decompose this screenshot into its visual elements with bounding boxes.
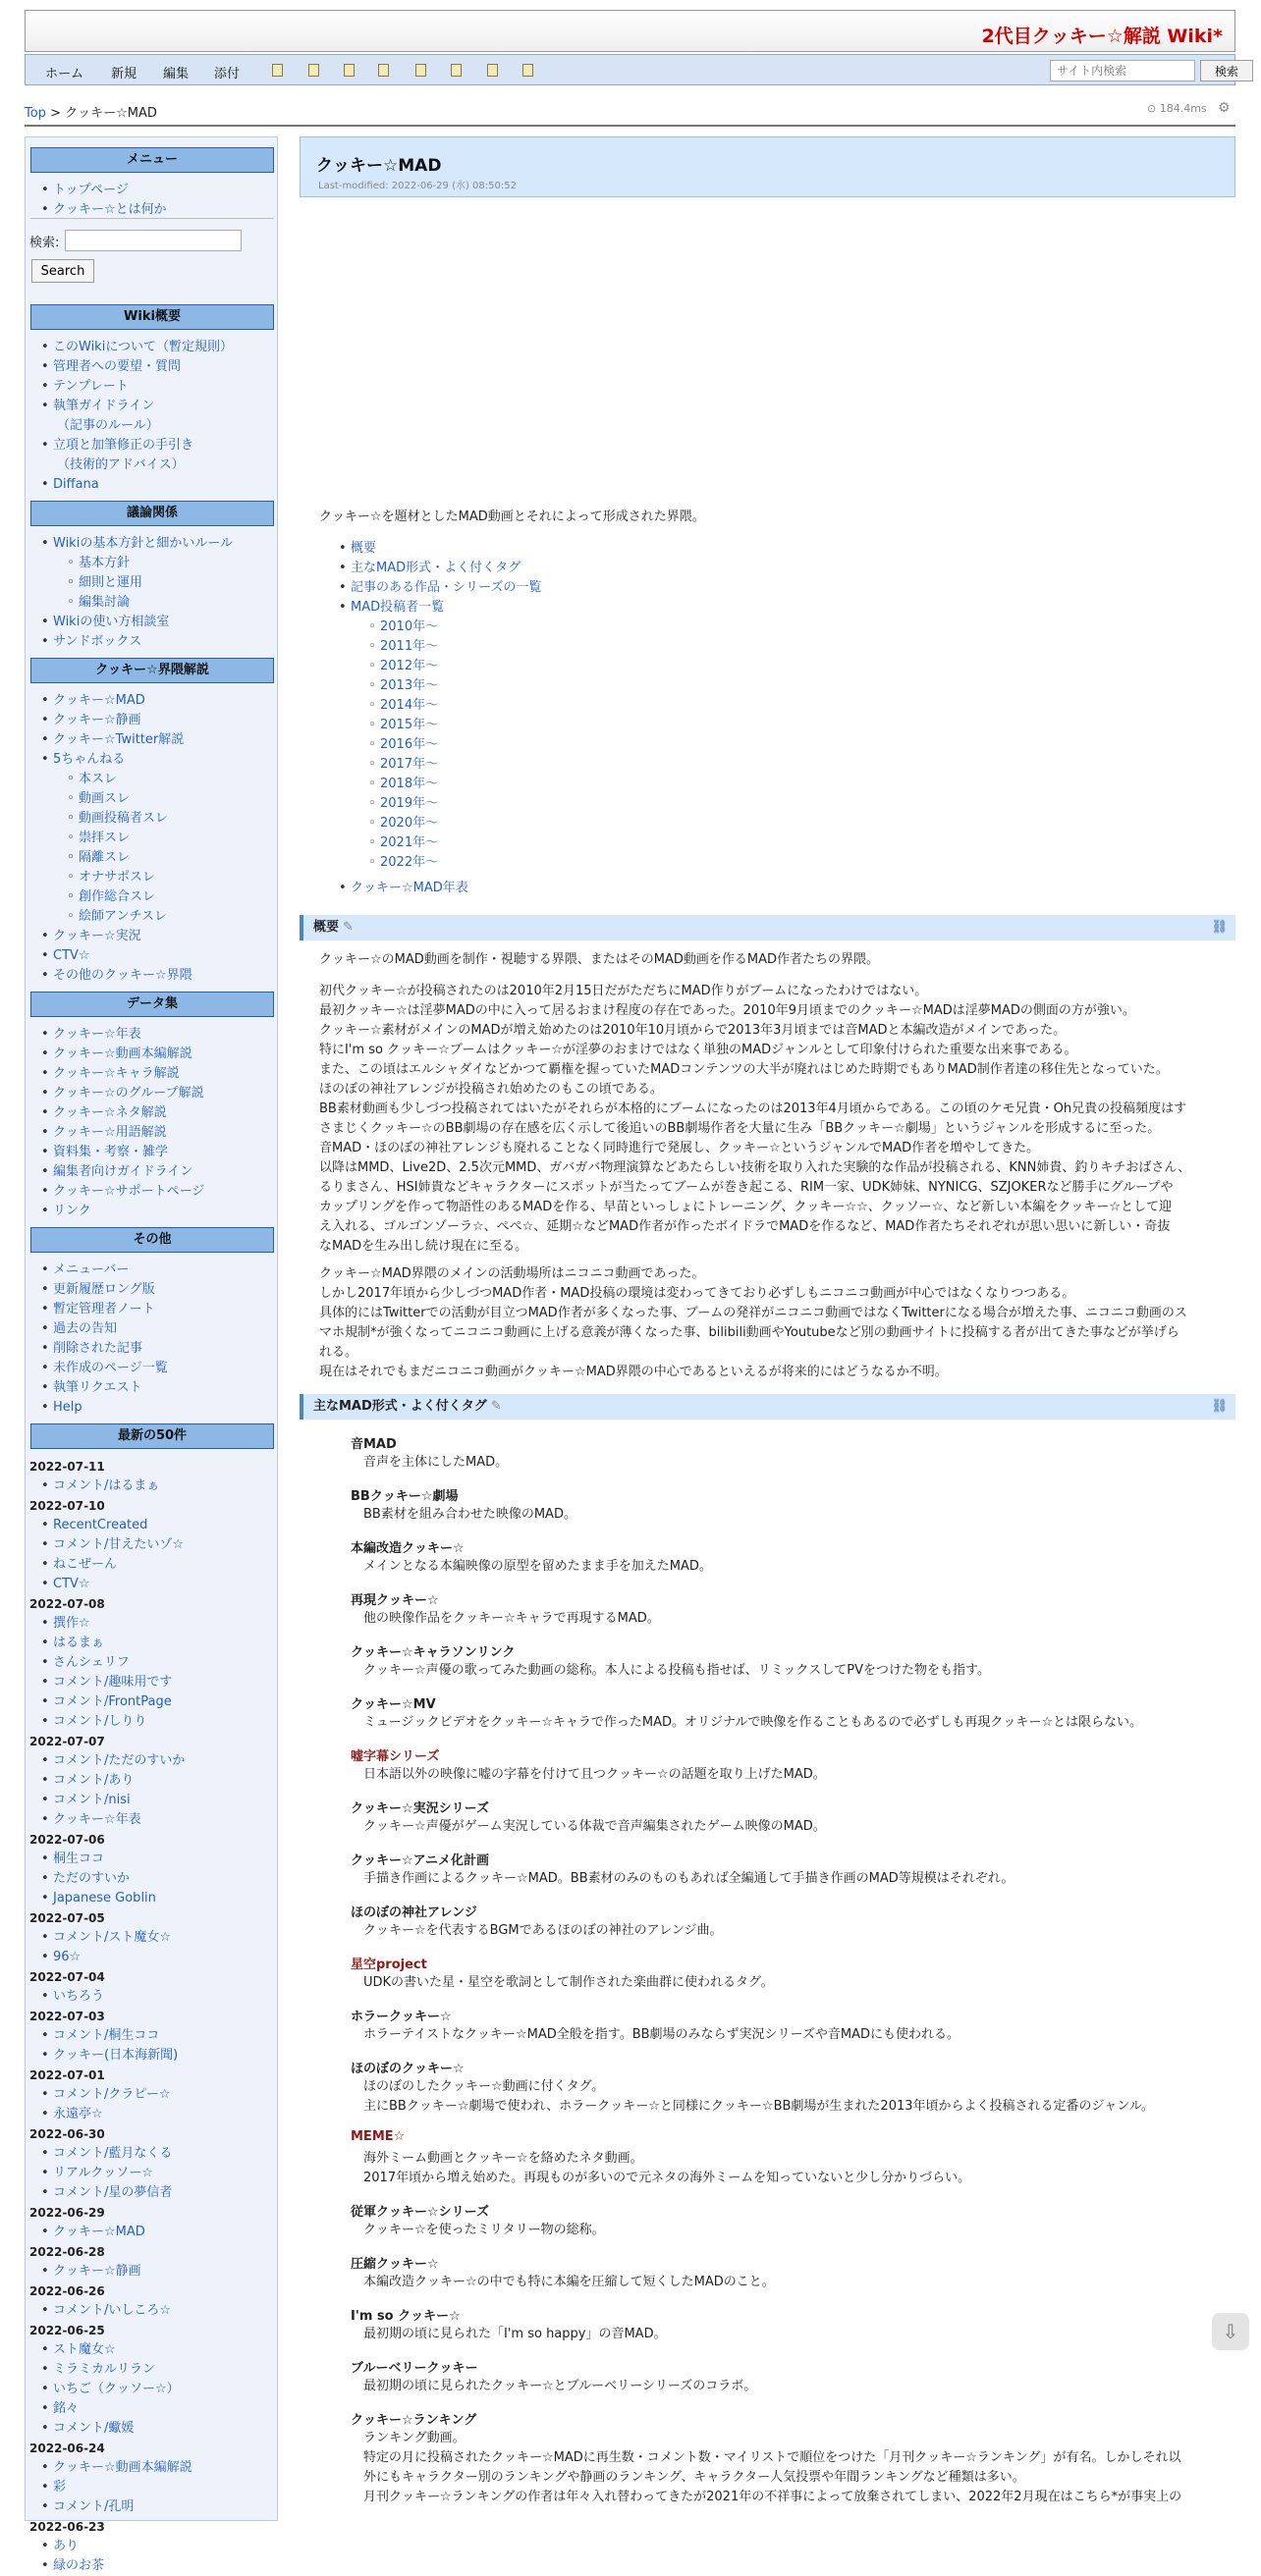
paragraph-line: クッキー☆MAD界隈のメインの活動場所はニコニコ動画であった。	[319, 1266, 705, 1281]
sidebar-search-label: 検索:	[29, 236, 60, 250]
recent-item[interactable]: • コメント/nisi	[53, 1791, 131, 1810]
navigation-bar	[25, 54, 1238, 85]
sidebar-other-item-2[interactable]: • 暫定管理者ノート	[53, 1300, 155, 1319]
save-icon[interactable]	[378, 64, 389, 77]
term-definition: UDKの書いた星・星空を歌詞として制作された楽曲群に使われるタグ。	[363, 1975, 774, 1990]
recent-date: 2022-06-30	[29, 2127, 105, 2141]
recent-item[interactable]: • 撰作☆	[53, 1614, 90, 1634]
sidebar-data-item-5[interactable]: • クッキー☆用語解説	[53, 1123, 167, 1143]
recent-item[interactable]: • クッキー☆年表	[53, 1810, 141, 1830]
sidebar-data-item-8[interactable]: • クッキー☆サポートページ	[53, 1182, 204, 1202]
term-definition: 主にBBクッキー☆劇場で使われ、ホラークッキー☆と同様にクッキー☆BB劇場が生まれた2013年頃からよく投稿される定番のジャンル。	[363, 2099, 1154, 2114]
discussion-header: 議論関係	[30, 501, 274, 526]
recent-date: 2022-07-03	[29, 2010, 105, 2023]
term-definition: クッキー☆声優の歌ってみた動画の総称。本人による投稿も指せば、リミックスしてPVをつけた物をも指す。	[363, 1663, 990, 1678]
toc-item[interactable]: • 概要	[351, 539, 376, 559]
history-icon[interactable]	[487, 64, 498, 77]
recent-date: 2022-07-01	[29, 2068, 105, 2082]
term-definition: ホラーテイストなクッキー☆MAD全般を指す。BB劇場のみならず実況シリーズや音MADにも使われる。	[363, 2027, 960, 2042]
recent-item[interactable]: • コメント/はるまぁ	[53, 1476, 159, 1496]
sidebar-kaisetsu-item-14[interactable]: • その他のクッキー☆界隈	[53, 966, 192, 986]
recent-item[interactable]: • 緑のお茶	[53, 2556, 104, 2576]
term-definition: 日本語以外の映像に嘘の字幕を付けて且つクッキー☆の話題を取り上げたMAD。	[363, 1767, 826, 1782]
term-definition: 音声を主体にしたMAD。	[363, 1455, 509, 1470]
recent-item[interactable]: • いちろう	[53, 1987, 104, 2007]
recent-item[interactable]: • あり	[53, 2537, 79, 2556]
breadcrumb-top[interactable]: Top	[25, 106, 46, 121]
toc-year-item[interactable]: ◦ 2011年～	[380, 637, 438, 657]
menu-header: メニュー	[30, 147, 274, 173]
recent-item[interactable]: • コメント/孔明	[53, 2497, 134, 2517]
other-header: その他	[30, 1227, 274, 1253]
nav-home[interactable]: ホーム	[45, 67, 84, 81]
sidebar-wiki-item-0[interactable]: • このWikiについて（暫定規則）	[53, 338, 233, 357]
recent-date: 2022-07-07	[29, 1735, 105, 1748]
term-title[interactable]: クッキー☆実況シリーズ	[351, 1801, 490, 1816]
recent-item[interactable]: • コメント/あり	[53, 1771, 134, 1791]
sidebar-kaisetsu-item-9[interactable]: ◦ オナサポスレ	[79, 868, 155, 887]
recent-item[interactable]: • いちご（クッソー☆）	[53, 2380, 180, 2399]
recent-date: 2022-06-29	[29, 2206, 105, 2220]
recent-item[interactable]: • Japanese Goblin	[53, 1889, 156, 1908]
term-title[interactable]: 星空project	[351, 1958, 427, 1972]
recent-date: 2022-07-08	[29, 1597, 105, 1611]
sidebar-kaisetsu-item-12[interactable]: • クッキー☆実況	[53, 927, 141, 946]
edit-pencil-icon[interactable]: ✎	[339, 920, 355, 935]
sidebar-wiki-item-5[interactable]: • 立項と加筆修正の手引き	[53, 436, 193, 456]
paragraph-line: 以降はMMD、Live2D、2.5次元MMD、ガバガバ物理演算などあたらしい技術を取り入れた実験的な作品が投稿される、KNN姉貴、釣りキチおばさん、	[319, 1160, 1191, 1175]
paragraph-line: 特にI'm so クッキー☆ブームはクッキー☆が淫夢のおまけではなく単独のMADジャンルとして印象付けられた重要な出来事である。	[319, 1043, 1077, 1057]
recent-item[interactable]: • コメント/趣味用です	[53, 1673, 172, 1692]
sidebar-data-item-9[interactable]: • リンク	[53, 1202, 91, 1221]
sidebar-other-item-4[interactable]: • 削除された記事	[53, 1339, 142, 1359]
toc-year-item[interactable]: ◦ 2022年～	[380, 853, 438, 873]
recent-item[interactable]: • コメント/いしころ☆	[53, 2301, 171, 2321]
term-title[interactable]: クッキー☆MV	[351, 1697, 436, 1712]
term-definition: クッキー☆声優がゲーム実況している体裁で音声編集されたゲーム映像のMAD。	[363, 1819, 826, 1834]
sidebar-data-item-3[interactable]: • クッキー☆のグループ解説	[53, 1084, 204, 1103]
recent-date: 2022-06-24	[29, 2442, 105, 2455]
site-header	[25, 10, 1235, 52]
toc-item[interactable]: • 記事のある作品・シリーズの一覧	[351, 578, 541, 598]
data-header: データ集	[30, 992, 274, 1017]
section-overview	[300, 915, 1235, 940]
sidebar-search-input[interactable]	[65, 230, 242, 251]
paragraph-line: クッキー☆のMAD動画を制作・視聴する界隈、またはそのMAD動画を作るMAD作者たちの界隈。	[319, 952, 880, 967]
toc-year-item[interactable]: ◦ 2020年～	[380, 814, 438, 833]
recent-item[interactable]: • コメント/星の夢信者	[53, 2183, 172, 2203]
recent-item[interactable]: • 桐生ココ	[53, 1850, 104, 1869]
toc-year-item[interactable]: ◦ 2010年～	[380, 617, 438, 637]
recent-item[interactable]: • コメント/甘えたいゾ☆	[53, 1535, 184, 1555]
term-definition: 特定の月に投稿されたクッキー☆MADに再生数・コメント数・マイリストで順位をつけた「月刊クッキー☆ランキング」が有名。しかしそれ以	[363, 2450, 1181, 2465]
recent-date: 2022-07-11	[29, 1460, 105, 1474]
term-definition: 最初期の頃に見られたクッキー☆とブルーベリーシリーズのコラボ。	[363, 2379, 757, 2393]
sidebar-kaisetsu-item-11[interactable]: ◦ 絵師アンチスレ	[79, 907, 167, 927]
term-title[interactable]: ホラークッキー☆	[351, 2010, 452, 2024]
recent-item[interactable]: • はるまぁ	[53, 1634, 104, 1653]
recent-item[interactable]: • 銘々	[53, 2399, 79, 2419]
sidebar-kaisetsu-item-4[interactable]: ◦ 本スレ	[79, 770, 117, 789]
recent-item[interactable]: • 彩	[53, 2478, 66, 2497]
term-definition: ほのぼのしたクッキー☆動画に付くタグ。	[363, 2079, 605, 2094]
sidebar	[25, 136, 278, 2573]
sidebar-other-item-1[interactable]: • 更新履歴ロング版	[53, 1280, 155, 1300]
term-definition: 最初期の頃に見られた「I'm so happy」の音MAD。	[363, 2327, 667, 2341]
sidebar-discuss-item-0[interactable]: • Wikiの基本方針と細かいルール	[53, 534, 233, 554]
edit-icon[interactable]	[272, 64, 283, 77]
paragraph-line: ほのぼの神社アレンジが投稿され始めたのもこの頃である。	[319, 1082, 663, 1097]
sidebar-discuss-item-4[interactable]: • Wikiの使い方相談室	[53, 613, 169, 632]
sidebar-kaisetsu-item-1[interactable]: • クッキー☆静画	[53, 711, 141, 730]
paragraph-line: 音MAD・ほのぼの神社アレンジも廃れることなく同時進行で発展し、クッキー☆というジャンルでMAD作者を増やしてきた。	[319, 1141, 1040, 1155]
site-title[interactable]: 2代目クッキー☆解説 Wiki*	[981, 26, 1223, 47]
term-definition: 月刊クッキー☆ランキングの作者は年々入れ替わってきたが2021年の不祥事によって放棄されてしまい、2022年2月現在はこちら*が事実上の	[363, 2490, 1182, 2504]
term-definition: メインとなる本編映像の原型を留めたまま手を加えたMAD。	[363, 1559, 712, 1574]
recent-item[interactable]: • ただのすいか	[53, 1869, 130, 1889]
sidebar-kaisetsu-item-10[interactable]: ◦ 創作総合スレ	[79, 887, 155, 907]
paragraph-line: なMADを生み出し続け現在に至る。	[319, 1239, 528, 1254]
term-definition: クッキー☆を使ったミリタリー物の総称。	[363, 2223, 605, 2237]
sidebar-wiki-item-4: （記事のルール）	[57, 418, 159, 433]
sidebar-data-item-7[interactable]: • 編集者向けガイドライン	[53, 1162, 192, 1182]
sidebar-kaisetsu-item-13[interactable]: • CTV☆	[53, 946, 90, 966]
term-title[interactable]: クッキー☆キャラソンリンク	[351, 1645, 516, 1660]
recent-item[interactable]: • コメント/FrontPage	[53, 1692, 172, 1712]
site-search-button[interactable]: 検索	[1200, 60, 1253, 81]
sidebar-other-item-3[interactable]: • 過去の告知	[53, 1319, 117, 1339]
term-definition: クッキー☆を代表するBGMであるほのぼの神社のアレンジ曲。	[363, 1923, 723, 1938]
page-title-box	[300, 136, 1235, 197]
sidebar-other-item-0[interactable]: • メニューバー	[53, 1261, 129, 1280]
term-definition: 海外ミーム動画とクッキー☆を絡めたネタ動画。	[363, 2151, 643, 2166]
gear-icon[interactable]: ⚙	[1218, 100, 1231, 116]
sidebar-data-item-2[interactable]: • クッキー☆キャラ解説	[53, 1064, 180, 1084]
recent-date: 2022-06-23	[29, 2520, 105, 2534]
paragraph-line: クッキー☆素材がメインのMADが増え始めたのは2010年10月頃からで2013年3月頃までは音MADと本編改造がメインであった。	[319, 1023, 1067, 1038]
recent-item[interactable]: • CTV☆	[53, 1575, 90, 1594]
sidebar-other-item-6[interactable]: • 執筆リクエスト	[53, 1378, 141, 1398]
term-title[interactable]: ほのぼのクッキー☆	[351, 2062, 465, 2076]
paragraph-line: マホ規制*が強くなってニコニコ動画に上げる意義が薄くなった事、bilibili動画やYoutubeなど別の動画サイトに投稿する者が出てきた事などが挙げら	[319, 1325, 1179, 1340]
recent-item[interactable]: • コメント/スト魔女☆	[53, 1928, 171, 1948]
paragraph-line: 初代クッキー☆が投稿されたのは2010年2月15日だがただちにMAD作りがブームになったわけではない。	[319, 984, 928, 998]
anchor-link-icon[interactable]: ⛓	[1211, 1399, 1228, 1414]
divider	[25, 125, 1235, 127]
recent-item[interactable]: • コメント/藍月なくる	[53, 2144, 172, 2164]
term-definition: 外にもキャラクター別のランキングや静画のランキング、キャラクター人気投票や年間ランキングなど種類は多い。	[363, 2470, 1025, 2485]
sidebar-discuss-item-1[interactable]: ◦ 基本方針	[79, 554, 130, 573]
sidebar-divider	[30, 218, 274, 219]
sidebar-wiki-item-7[interactable]: • Diffana	[53, 475, 99, 495]
sidebar-other-item-5[interactable]: • 未作成のページ一覧	[53, 1359, 168, 1378]
section-mad-forms	[300, 1394, 1235, 1420]
paragraph-line: 具体的にはTwitterでの活動が目立つMAD作者が多くなった事、ブームの発祥がニコニコ動画ではなくTwitterになる場合が増えた事、ニコニコ動画のス	[319, 1306, 1187, 1320]
term-title[interactable]: I'm so クッキー☆	[351, 2309, 461, 2324]
breadcrumb-current: クッキー☆MAD	[65, 106, 157, 121]
term-title[interactable]: BBクッキー☆劇場	[351, 1489, 459, 1504]
sidebar-data-item-6[interactable]: • 資料集・考察・雑学	[53, 1143, 168, 1162]
toc-year-item[interactable]: ◦ 2014年～	[380, 696, 438, 716]
sidebar-menu-item-1[interactable]: • クッキー☆とは何か	[53, 200, 167, 220]
term-definition: 2017年頃から増え始めた。再現ものが多いので元ネタの海外ミームを知っていないと少し分かりづらい。	[363, 2171, 971, 2185]
term-title[interactable]: クッキー☆アニメ化計画	[351, 1853, 490, 1868]
anchor-link-icon[interactable]: ⛓	[1211, 920, 1228, 935]
toc-year-item[interactable]: ◦ 2019年～	[380, 794, 438, 814]
recent-item[interactable]: • 永遠亭☆	[53, 2105, 103, 2124]
sidebar-wiki-item-2[interactable]: • テンプレート	[53, 377, 129, 397]
term-title[interactable]: 嘘字幕シリーズ	[351, 1749, 440, 1764]
sidebar-kaisetsu-item-5[interactable]: ◦ 動画スレ	[79, 789, 130, 809]
term-definition: 手描き作画によるクッキー☆MAD。BB素材のみのものもあれば全編通して手描き作画のMAD等規模はそれぞれ。	[363, 1871, 1014, 1886]
section-mad-forms-title: 主なMAD形式・よく付くタグ	[313, 1399, 487, 1414]
sidebar-wiki-item-6: （技術的アドバイス）	[57, 457, 185, 472]
toc-item[interactable]: • MAD投稿者一覧	[351, 598, 444, 617]
recent-header: 最新の50件	[30, 1423, 274, 1449]
sidebar-discuss-item-2[interactable]: ◦ 細則と運用	[79, 573, 142, 593]
nav-edit[interactable]: 編集	[163, 67, 190, 81]
toc-year-item[interactable]: ◦ 2015年～	[380, 716, 438, 735]
term-title[interactable]: ブルーベリークッキー	[351, 2361, 478, 2376]
toc-year-item[interactable]: ◦ 2016年～	[380, 735, 438, 755]
recent-item[interactable]: • さんシェリフ	[53, 1653, 130, 1673]
breadcrumb: Top > クッキー☆MAD	[25, 106, 157, 121]
recent-item[interactable]: • 96☆	[53, 1948, 81, 1967]
recent-item[interactable]: • コメント/しりり	[53, 1712, 146, 1732]
recent-item[interactable]: • コメント/蠍媛	[53, 2419, 134, 2439]
scroll-down-button[interactable]: ⇩	[1212, 2313, 1249, 2350]
sidebar-kaisetsu-item-6[interactable]: ◦ 動画投稿者スレ	[79, 809, 168, 829]
toc-year-item[interactable]: ◦ 2012年～	[380, 657, 438, 676]
recent-item[interactable]: • リアルクッソー☆	[53, 2164, 153, 2183]
recent-date: 2022-06-26	[29, 2284, 105, 2298]
copy-icon[interactable]	[308, 64, 319, 77]
recent-item[interactable]: • クッキー☆MAD	[53, 2223, 145, 2242]
term-title[interactable]: 本編改造クッキー☆	[351, 1541, 465, 1556]
recent-date: 2022-06-28	[29, 2245, 105, 2259]
last-modified: Last-modified: 2022-06-29 (水) 08:50:52	[318, 181, 517, 191]
info-icon: ⊙	[1147, 102, 1160, 115]
term-definition: BB素材を組み合わせた映像のMAD。	[363, 1507, 576, 1522]
recent-item[interactable]: • RecentCreated	[53, 1516, 147, 1535]
sidebar-wiki-item-3[interactable]: • 執筆ガイドライン	[53, 397, 154, 416]
toc-year-item[interactable]: ◦ 2018年～	[380, 775, 438, 794]
recent-item[interactable]: • コメント/クラピー☆	[53, 2085, 171, 2105]
paragraph-line: れる。	[319, 1345, 358, 1360]
recent-date: 2022-07-06	[29, 1833, 105, 1847]
wiki-overview-header: Wiki概要	[30, 304, 274, 330]
timing-info: ⊙ 184.4ms	[1147, 102, 1207, 115]
toc-item[interactable]: • クッキー☆MAD年表	[351, 879, 468, 898]
sidebar-kaisetsu-item-8[interactable]: ◦ 隔離スレ	[79, 848, 130, 868]
paragraph-line: 現在はそれでもまだニコニコ動画がクッキー☆MAD界隈の中心であるといえるが将来的にはどうなるか不明。	[319, 1365, 948, 1379]
lock-icon[interactable]	[415, 64, 426, 77]
recent-item[interactable]: • クッキー☆静画	[53, 2262, 141, 2281]
recent-item[interactable]: • ねこぜーん	[53, 1555, 117, 1575]
paragraph-line: るりまさん、HSI姉貴などキャラクターにスポットが当たってブームが巻き起こる、RIM一家、UDK姉妹、NYNICG、SZJOKERなど勝手にグループや	[319, 1180, 1174, 1195]
recent-date: 2022-07-05	[29, 1911, 105, 1925]
sidebar-data-item-4[interactable]: • クッキー☆ネタ解説	[53, 1103, 167, 1123]
sidebar-search-button[interactable]: Search	[31, 259, 94, 283]
toc-year-item[interactable]: ◦ 2017年～	[380, 755, 438, 775]
sidebar-kaisetsu-item-2[interactable]: • クッキー☆Twitter解説	[53, 730, 184, 750]
term-title[interactable]: 再現クッキー☆	[351, 1593, 439, 1608]
recent-item[interactable]: • ミラミカルリラン	[53, 2360, 155, 2380]
sidebar-menu-item-0[interactable]: • トップページ	[53, 181, 129, 200]
term-title[interactable]: 圧縮クッキー☆	[351, 2257, 439, 2272]
term-title[interactable]: クッキー☆ランキング	[351, 2413, 477, 2428]
paragraph-line: 最初クッキー☆は淫夢MADの中に入って居るおまけ程度の存在であった。2010年9月頃までのクッキー☆MADは淫夢MADの側面の方が強い。	[319, 1003, 1135, 1018]
term-definition: 本編改造クッキー☆の中でも特に本編を圧縮して短くしたMADのこと。	[363, 2275, 775, 2289]
recent-date: 2022-06-25	[29, 2324, 105, 2337]
term-definition: ランキング動画。	[363, 2431, 466, 2445]
edit-pencil-icon[interactable]: ✎	[486, 1399, 502, 1414]
recent-item[interactable]: • スト魔女☆	[53, 2340, 116, 2360]
recent-date: 2022-07-04	[29, 1970, 105, 1984]
backup-icon[interactable]	[522, 64, 533, 77]
sidebar-other-item-7[interactable]: • Help	[53, 1398, 82, 1418]
sidebar-discuss-item-5[interactable]: • サンドボックス	[53, 632, 141, 652]
sidebar-data-item-1[interactable]: • クッキー☆動画本編解説	[53, 1045, 192, 1064]
sidebar-kaisetsu-item-3[interactable]: • 5ちゃんねる	[53, 750, 125, 770]
intro-text: クッキー☆を題材としたMAD動画とそれによって形成された界隈。	[319, 510, 705, 524]
sidebar-data-item-0[interactable]: • クッキー☆年表	[53, 1025, 141, 1045]
recent-item[interactable]: • コメント/ただのすいか	[53, 1751, 185, 1771]
delete-icon[interactable]	[344, 64, 355, 77]
kaisetsu-header: クッキー☆界隈解説	[30, 658, 274, 683]
term-title[interactable]: 従軍クッキー☆シリーズ	[351, 2205, 490, 2220]
paragraph-line: しかし2017年頃から少しづつMAD作者・MAD投稿の環境は変わってきており必ずしもニコニコ動画が中心ではなくなりつつある。	[319, 1286, 1075, 1301]
paragraph-line: BB素材動画も少しづつ投稿されてはいたがそれらが本格的にブームになったのは2013年4月頃からである。この頃のケモ兄貴・Oh兄貴の投稿頻度はす	[319, 1101, 1187, 1116]
recent-item[interactable]: • コメント/桐生ココ	[53, 2026, 159, 2046]
term-definition: ミュージックビデオをクッキー☆キャラで作ったMAD。オリジナルで映像を作ることもあるので必ずしも再現クッキー☆とは限らない。	[363, 1715, 1142, 1730]
toc-item[interactable]: • 主なMAD形式・よく付くタグ	[351, 559, 521, 578]
sidebar-discuss-item-3[interactable]: ◦ 編集討論	[79, 593, 130, 613]
term-title[interactable]: MEME☆	[351, 2129, 406, 2144]
page-title: クッキー☆MAD	[316, 156, 442, 176]
term-title[interactable]: ほのぼの神社アレンジ	[351, 1905, 477, 1920]
sidebar-wiki-item-1[interactable]: • 管理者への要望・質問	[53, 357, 181, 377]
diff-icon[interactable]	[451, 64, 462, 77]
site-search-input[interactable]	[1050, 60, 1195, 81]
nav-attach[interactable]: 添付	[214, 67, 241, 81]
section-overview-title: 概要	[313, 920, 340, 935]
toc-year-item[interactable]: ◦ 2013年～	[380, 676, 438, 696]
toc-year-item[interactable]: ◦ 2021年～	[380, 833, 438, 853]
term-definition: 他の映像作品をクッキー☆キャラで再現するMAD。	[363, 1611, 660, 1626]
nav-new[interactable]: 新規	[111, 67, 137, 81]
paragraph-line: さまじくクッキー☆のBB劇場の存在感を広く示して後追いのBB劇場作者を大量に生み「BBクッキー☆劇場」というジャンルを形成するに至った。	[319, 1121, 1161, 1136]
sidebar-kaisetsu-item-7[interactable]: ◦ 祟拝スレ	[79, 829, 130, 848]
sidebar-kaisetsu-item-0[interactable]: • クッキー☆MAD	[53, 691, 145, 711]
recent-date: 2022-07-10	[29, 1499, 105, 1513]
recent-item[interactable]: • クッキー☆動画本編解説	[53, 2458, 192, 2478]
paragraph-line: え入れる、ゴルゴンゾーラ☆、ぺぺ☆、延期☆などMAD作者が作ったボイドラでMADを作るなど、MAD作者たちそれぞれが思い思いに新しい・奇抜	[319, 1219, 1171, 1234]
recent-item[interactable]: • クッキー(日本海新聞)	[53, 2046, 178, 2066]
term-title[interactable]: 音MAD	[351, 1437, 397, 1452]
paragraph-line: また、この頃はエルシャダイなどかつて覇権を握っていたMADコンテンツの大半が廃れはじめた時期でもありMAD制作者達の移住先となっていた。	[319, 1062, 1169, 1077]
paragraph-line: カップリングを作って物語性のあるMADを作る、早苗といっしょにトレーニング、クッキー☆☆、クッソー☆、など新しい本編をクッキー☆として迎	[319, 1200, 1173, 1214]
